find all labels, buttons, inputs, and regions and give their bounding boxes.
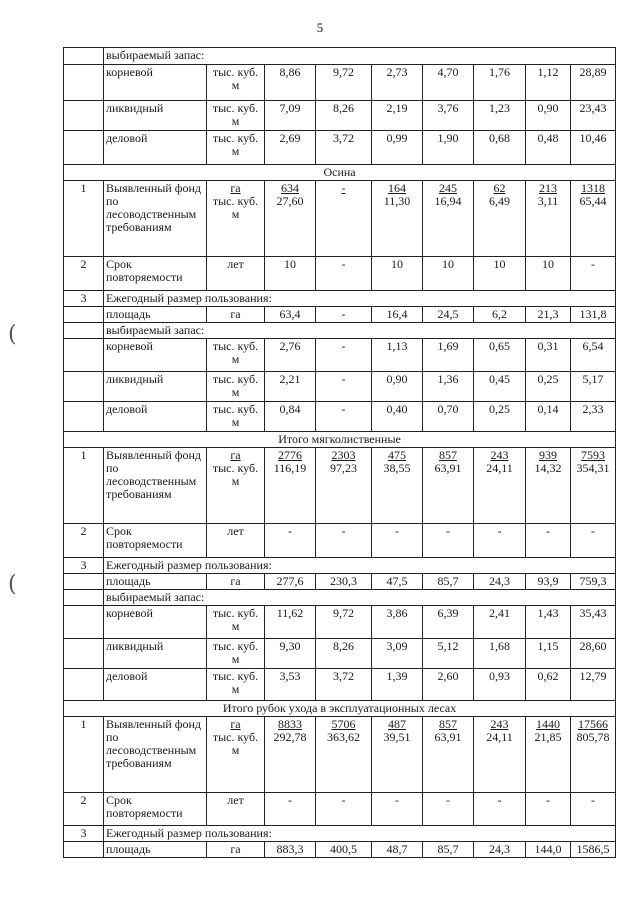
unit-cell: тыс. куб. м — [207, 402, 265, 432]
area-value: 17566 — [578, 717, 609, 731]
value-cell: 3,86 — [372, 606, 423, 639]
value-cell: 28,60 — [571, 639, 616, 669]
table-row — [64, 339, 616, 372]
area-value: 2303 — [331, 448, 356, 462]
value-cell: - — [474, 793, 526, 826]
row-number: 2 — [64, 524, 104, 558]
margin-bracket-mark: ( — [8, 572, 17, 597]
value-cell: 759,3 — [571, 574, 616, 590]
unit-cell: тыс. куб. м — [207, 669, 265, 701]
row-label: площадь — [104, 842, 207, 858]
value-cell: 1,43 — [526, 606, 571, 639]
value-cell — [265, 181, 316, 257]
unit-label: га — [230, 181, 241, 195]
row-number — [64, 101, 104, 131]
value-cell: 1,15 — [526, 639, 571, 669]
value-cell: 0,48 — [526, 131, 571, 165]
area-value: 2776 — [278, 448, 302, 462]
value-cell: 6,39 — [423, 606, 474, 639]
area-value: 1318 — [581, 181, 606, 195]
value-cell: 0,70 — [423, 402, 474, 432]
volume-value: 292,78 — [273, 730, 307, 744]
value-cell: - — [316, 524, 372, 558]
value-cell: 0,84 — [265, 402, 316, 432]
value-cell: - — [316, 793, 372, 826]
volume-value: 6,49 — [489, 194, 510, 208]
table-row — [64, 131, 616, 165]
table-row — [64, 448, 616, 524]
table-row — [64, 574, 616, 590]
volume-value: 805,78 — [576, 730, 610, 744]
value-cell — [372, 717, 423, 793]
area-value: 857 — [439, 448, 457, 462]
area-value: 245 — [439, 181, 457, 195]
section-title: Итого мягколиственные — [64, 432, 616, 448]
value-cell — [526, 448, 571, 524]
value-cell: 9,72 — [316, 65, 372, 101]
table-row — [64, 524, 616, 558]
row-label: ликвидный — [104, 639, 207, 669]
value-cell: 4,70 — [423, 65, 474, 101]
area-value: 243 — [490, 717, 509, 731]
unit-cell: тыс. куб. м — [207, 639, 265, 669]
value-cell: 2,60 — [423, 669, 474, 701]
value-cell: 1,39 — [372, 669, 423, 701]
row-label: корневой — [104, 339, 207, 372]
value-cell: 21,3 — [526, 307, 571, 323]
value-cell — [316, 448, 372, 524]
value-cell: 8,26 — [316, 639, 372, 669]
value-cell: 6,54 — [571, 339, 616, 372]
volume-value: 24,11 — [486, 730, 513, 744]
table-row — [64, 257, 616, 291]
value-cell: 1,76 — [474, 65, 526, 101]
row-label: деловой — [104, 402, 207, 432]
value-cell: 2,73 — [372, 65, 423, 101]
value-cell: 3,53 — [265, 669, 316, 701]
row-number: 3 — [64, 826, 104, 842]
table-row — [64, 639, 616, 669]
unit-cell: тыс. куб. м — [207, 65, 265, 101]
value-cell: 9,30 — [265, 639, 316, 669]
value-cell: 85,7 — [423, 842, 474, 858]
table-row — [64, 558, 616, 574]
row-label: Ежегодный размер пользования: — [104, 826, 616, 842]
value-cell: 0,62 — [526, 669, 571, 701]
row-number — [64, 606, 104, 639]
value-cell — [474, 717, 526, 793]
value-cell: 5,17 — [571, 372, 616, 402]
row-label: Ежегодный размер пользования: — [104, 558, 616, 574]
value-cell — [571, 717, 616, 793]
table-row — [64, 181, 616, 257]
value-cell: 0,65 — [474, 339, 526, 372]
table-row — [64, 291, 616, 307]
value-cell: 93,9 — [526, 574, 571, 590]
unit-cell — [207, 717, 265, 793]
table-row — [64, 372, 616, 402]
row-label: выбираемый запас: — [104, 48, 616, 65]
unit-cell: тыс. куб. м — [207, 131, 265, 165]
value-cell: 8,26 — [316, 101, 372, 131]
value-cell: - — [372, 793, 423, 826]
table-row — [64, 842, 616, 858]
value-cell — [571, 448, 616, 524]
value-cell: 11,62 — [265, 606, 316, 639]
table-row — [64, 590, 616, 606]
value-cell: - — [372, 524, 423, 558]
table-row — [64, 432, 616, 448]
value-cell: 3,72 — [316, 131, 372, 165]
value-cell — [526, 717, 571, 793]
value-cell: 47,5 — [372, 574, 423, 590]
value-cell: 3,76 — [423, 101, 474, 131]
row-number: 3 — [64, 558, 104, 574]
table-row — [64, 48, 616, 65]
volume-value: 14,32 — [534, 461, 562, 475]
area-value: 939 — [539, 448, 557, 462]
row-label: корневой — [104, 606, 207, 639]
row-label: Срок повторяемости — [104, 793, 207, 826]
volume-value: 97,23 — [330, 461, 357, 475]
value-cell: 0,45 — [474, 372, 526, 402]
unit-cell: лет — [207, 257, 265, 291]
value-cell: 883,3 — [265, 842, 316, 858]
value-cell: 0,31 — [526, 339, 571, 372]
value-cell: 24,3 — [474, 842, 526, 858]
value-cell: - — [316, 257, 372, 291]
row-number — [64, 669, 104, 701]
value-cell — [571, 181, 616, 257]
value-cell — [372, 181, 423, 257]
value-cell — [423, 181, 474, 257]
table-row — [64, 101, 616, 131]
table-row — [64, 717, 616, 793]
unit-label: га — [230, 717, 241, 731]
row-number — [64, 323, 104, 339]
value-cell: 1586,5 — [571, 842, 616, 858]
row-label: деловой — [104, 131, 207, 165]
value-cell: 8,86 — [265, 65, 316, 101]
volume-value: 116,19 — [273, 461, 307, 475]
row-number — [64, 307, 104, 323]
row-number — [64, 639, 104, 669]
value-cell: 277,6 — [265, 574, 316, 590]
value-cell — [474, 181, 526, 257]
value-cell: 3,09 — [372, 639, 423, 669]
value-cell: 2,21 — [265, 372, 316, 402]
value-cell: 3,72 — [316, 669, 372, 701]
value-cell — [316, 181, 372, 257]
value-cell: 400,5 — [316, 842, 372, 858]
value-cell — [372, 448, 423, 524]
row-number — [64, 590, 104, 606]
value-cell — [265, 717, 316, 793]
value-cell: 63,4 — [265, 307, 316, 323]
row-number — [64, 339, 104, 372]
value-cell: 7,09 — [265, 101, 316, 131]
value-cell — [474, 448, 526, 524]
row-label: ликвидный — [104, 101, 207, 131]
value-cell: 2,33 — [571, 402, 616, 432]
value-cell — [423, 448, 474, 524]
row-label: выбираемый запас: — [104, 323, 616, 339]
value-cell: 10 — [474, 257, 526, 291]
row-number: 1 — [64, 448, 104, 524]
value-cell: - — [265, 793, 316, 826]
volume-value: 363,62 — [327, 730, 360, 744]
value-cell: 0,93 — [474, 669, 526, 701]
volume-value: 39,51 — [383, 730, 411, 744]
value-cell: 1,13 — [372, 339, 423, 372]
area-value: 5706 — [331, 717, 356, 731]
area-value: 62 — [493, 181, 506, 195]
value-cell: 28,89 — [571, 65, 616, 101]
forest-use-table — [63, 47, 616, 858]
row-label: Выявленный фонд по лесоводственным требованиям — [104, 448, 207, 524]
area-value: - — [341, 181, 346, 195]
unit-label: тыс. куб. м — [212, 730, 259, 757]
value-cell — [265, 448, 316, 524]
page-number: 5 — [316, 20, 324, 35]
value-cell: 0,40 — [372, 402, 423, 432]
value-cell: 0,25 — [526, 372, 571, 402]
unit-cell: га — [207, 574, 265, 590]
volume-value: 63,91 — [434, 730, 462, 744]
value-cell: 1,23 — [474, 101, 526, 131]
volume-value: 65,44 — [579, 194, 607, 208]
unit-cell: тыс. куб. м — [207, 101, 265, 131]
table-row — [64, 307, 616, 323]
value-cell: - — [316, 307, 372, 323]
row-number — [64, 131, 104, 165]
value-cell: 24,3 — [474, 574, 526, 590]
value-cell: 10 — [265, 257, 316, 291]
volume-value: 354,31 — [576, 461, 610, 475]
value-cell: 144,0 — [526, 842, 571, 858]
value-cell: 16,4 — [372, 307, 423, 323]
row-number: 2 — [64, 793, 104, 826]
value-cell: - — [423, 524, 474, 558]
value-cell: 10 — [372, 257, 423, 291]
volume-value: 16,94 — [434, 194, 462, 208]
volume-value: 21,85 — [534, 730, 562, 744]
volume-value: 3,11 — [537, 194, 559, 208]
row-label: Выявленный фонд по лесоводственным требованиям — [104, 717, 207, 793]
value-cell: 24,5 — [423, 307, 474, 323]
value-cell — [423, 717, 474, 793]
row-label: деловой — [104, 669, 207, 701]
value-cell: - — [526, 524, 571, 558]
section-title: Осина — [64, 165, 616, 181]
area-value: 487 — [388, 717, 406, 731]
value-cell: 5,12 — [423, 639, 474, 669]
value-cell — [526, 181, 571, 257]
table-row — [64, 793, 616, 826]
unit-cell — [207, 448, 265, 524]
table-row — [64, 826, 616, 842]
unit-label: тыс. куб. м — [212, 461, 259, 488]
area-value: 8833 — [278, 717, 302, 731]
row-label: выбираемый запас: — [104, 590, 616, 606]
row-number: 2 — [64, 257, 104, 291]
row-number — [64, 48, 104, 65]
table-row — [64, 669, 616, 701]
value-cell: 0,99 — [372, 131, 423, 165]
unit-cell: лет — [207, 524, 265, 558]
unit-cell: тыс. куб. м — [207, 606, 265, 639]
row-label: Срок повторяемости — [104, 524, 207, 558]
unit-cell: га — [207, 842, 265, 858]
row-label: площадь — [104, 574, 207, 590]
area-value: 475 — [388, 448, 406, 462]
row-number — [64, 65, 104, 101]
value-cell: 0,68 — [474, 131, 526, 165]
value-cell: 10 — [526, 257, 571, 291]
row-number — [64, 402, 104, 432]
table-row — [64, 323, 616, 339]
area-value: 243 — [490, 448, 509, 462]
row-number — [64, 842, 104, 858]
value-cell: 2,19 — [372, 101, 423, 131]
value-cell: 1,12 — [526, 65, 571, 101]
row-number — [64, 372, 104, 402]
area-value: 7593 — [581, 448, 606, 462]
value-cell: 6,2 — [474, 307, 526, 323]
value-cell: 1,90 — [423, 131, 474, 165]
value-cell — [316, 717, 372, 793]
value-cell: 85,7 — [423, 574, 474, 590]
area-value: 1440 — [536, 717, 560, 731]
value-cell: - — [526, 793, 571, 826]
value-cell: 23,43 — [571, 101, 616, 131]
value-cell: 0,90 — [526, 101, 571, 131]
row-label: Срок повторяемости — [104, 257, 207, 291]
value-cell: 1,36 — [423, 372, 474, 402]
unit-cell: га — [207, 307, 265, 323]
value-cell: 48,7 — [372, 842, 423, 858]
unit-cell: тыс. куб. м — [207, 372, 265, 402]
row-label: ликвидный — [104, 372, 207, 402]
unit-cell: тыс. куб. м — [207, 339, 265, 372]
value-cell: - — [265, 524, 316, 558]
row-label: Выявленный фонд по лесоводственным требованиям — [104, 181, 207, 257]
value-cell: 10 — [423, 257, 474, 291]
value-cell: - — [316, 402, 372, 432]
row-label: корневой — [104, 65, 207, 101]
value-cell: 10,46 — [571, 131, 616, 165]
volume-value: 11,30 — [383, 194, 411, 208]
unit-cell: лет — [207, 793, 265, 826]
unit-label: тыс. куб. м — [212, 194, 259, 221]
value-cell: 1,69 — [423, 339, 474, 372]
area-value: 213 — [539, 181, 557, 195]
area-value: 164 — [388, 181, 406, 195]
row-number: 1 — [64, 717, 104, 793]
value-cell: 0,14 — [526, 402, 571, 432]
unit-cell — [207, 181, 265, 257]
value-cell: 131,8 — [571, 307, 616, 323]
value-cell: 0,90 — [372, 372, 423, 402]
value-cell: - — [316, 339, 372, 372]
volume-value: 38,55 — [383, 461, 411, 475]
value-cell: 2,76 — [265, 339, 316, 372]
value-cell: 12,79 — [571, 669, 616, 701]
value-cell: 9,72 — [316, 606, 372, 639]
table-row — [64, 606, 616, 639]
value-cell: 0,25 — [474, 402, 526, 432]
value-cell: - — [474, 524, 526, 558]
value-cell: 230,3 — [316, 574, 372, 590]
row-number — [64, 574, 104, 590]
volume-value: 63,91 — [434, 461, 462, 475]
row-number: 3 — [64, 291, 104, 307]
row-label: Ежегодный размер пользования: — [104, 291, 616, 307]
margin-bracket-mark: ( — [8, 322, 17, 347]
value-cell: 2,41 — [474, 606, 526, 639]
row-label: площадь — [104, 307, 207, 323]
value-cell: 35,43 — [571, 606, 616, 639]
value-cell: - — [316, 372, 372, 402]
row-number: 1 — [64, 181, 104, 257]
area-value: 857 — [439, 717, 457, 731]
table-row — [64, 701, 616, 717]
value-cell: - — [423, 793, 474, 826]
volume-value: 27,60 — [276, 194, 304, 208]
table-row — [64, 165, 616, 181]
value-cell: - — [571, 524, 616, 558]
table-row — [64, 65, 616, 101]
unit-label: га — [230, 448, 241, 462]
volume-value: 24,11 — [486, 461, 513, 475]
area-value: 634 — [281, 181, 299, 195]
table-row — [64, 402, 616, 432]
section-title: Итого рубок ухода в эксплуатационных лесах — [64, 701, 616, 717]
value-cell: 2,69 — [265, 131, 316, 165]
value-cell: 1,68 — [474, 639, 526, 669]
value-cell: - — [571, 257, 616, 291]
value-cell: - — [571, 793, 616, 826]
